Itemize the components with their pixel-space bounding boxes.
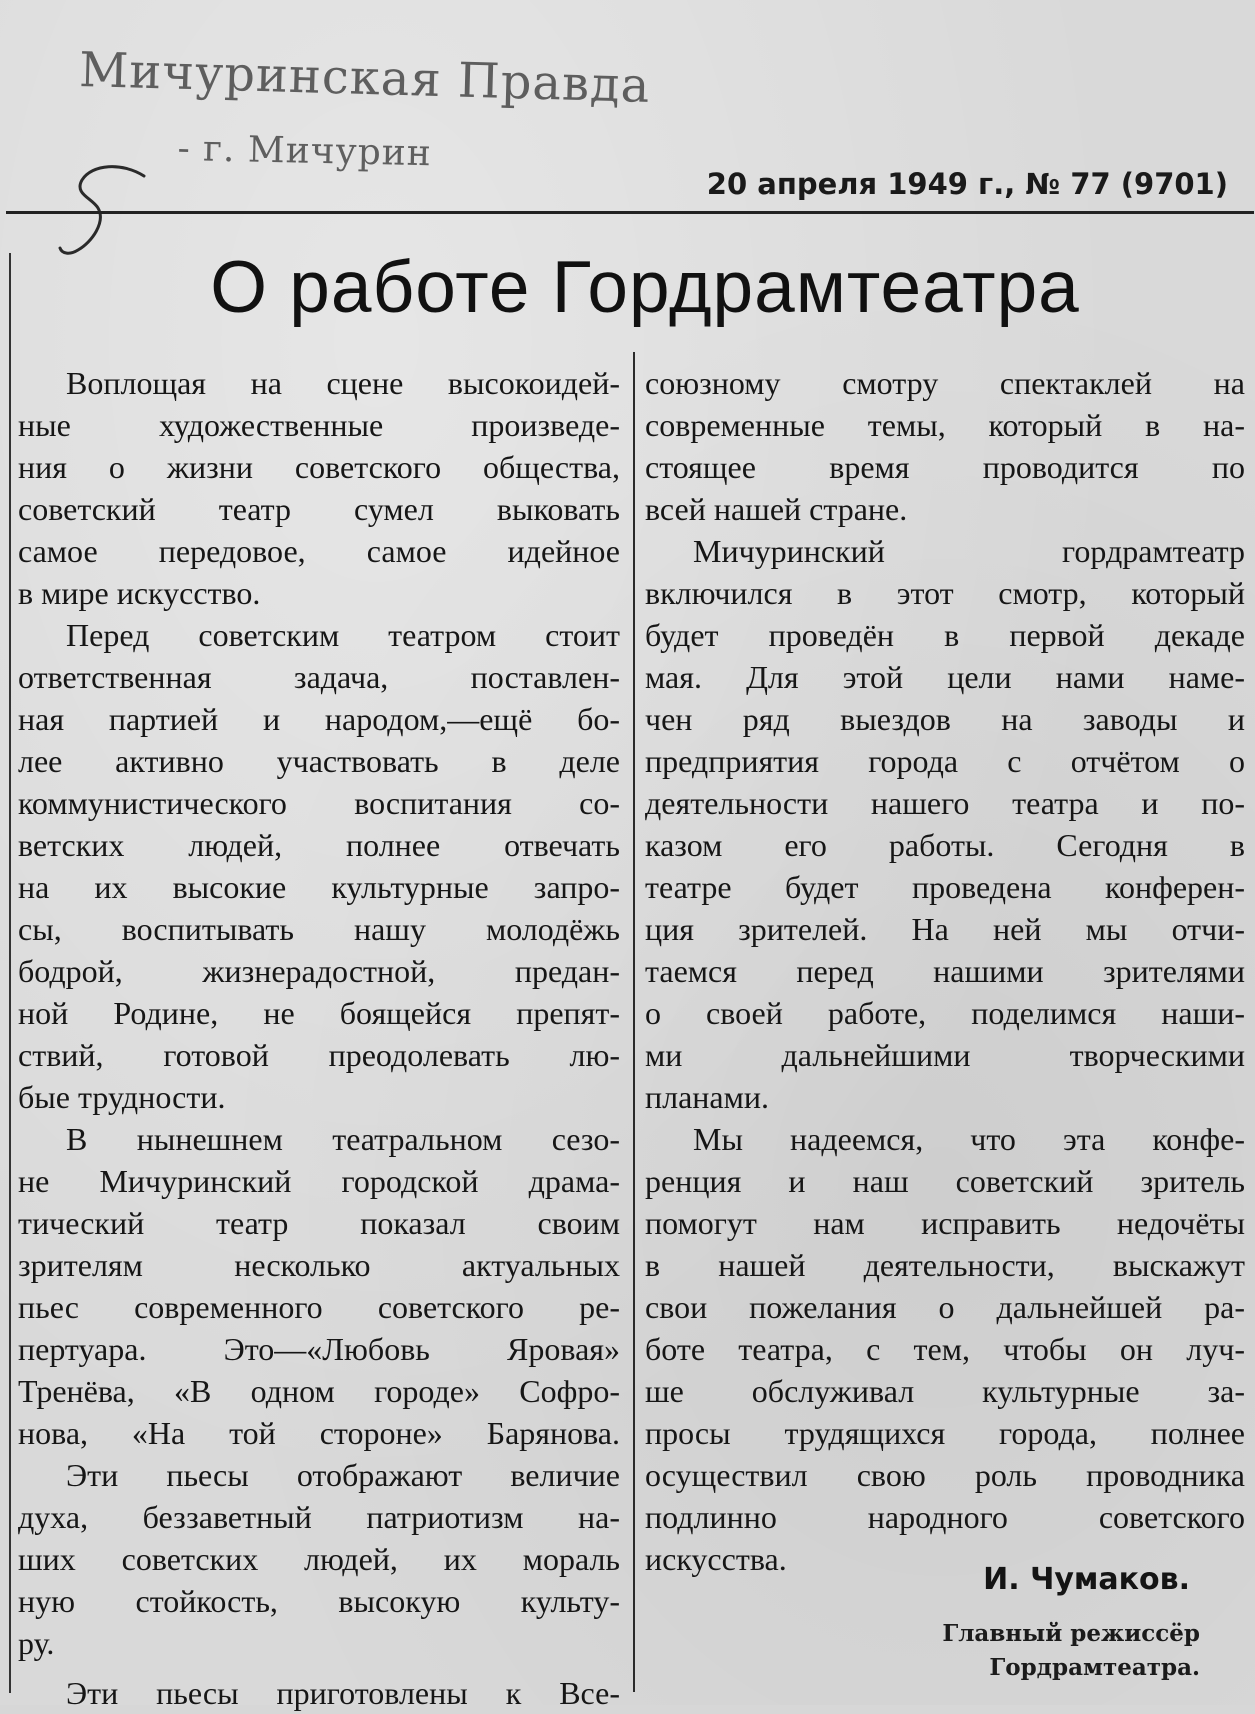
text-line: ренция и наш советский зритель (645, 1163, 1245, 1199)
text-line: осуществил свою роль проводника (645, 1457, 1245, 1493)
text-line: бые трудности. (18, 1079, 226, 1115)
text-line: чен ряд выездов на заводы и (645, 701, 1245, 737)
text-line: всей нашей стране. (645, 491, 908, 527)
text-line: предприятия города с отчётом о (645, 743, 1245, 779)
text-line: Мы надеемся, что эта конфе- (693, 1121, 1245, 1157)
text-line: деятельности нашего театра и по- (645, 785, 1245, 821)
text-line: ветских людей, полнее отвечать (18, 827, 620, 863)
text-line: Перед советским театром стоит (66, 617, 620, 653)
text-line: свои пожелания о дальнейшей ра- (645, 1289, 1245, 1325)
author-title-line: Гордрамтеатра. (989, 1654, 1200, 1681)
text-line: ция зрителей. На ней мы отчи- (645, 911, 1245, 947)
author-title-line: Главный режиссёр (942, 1620, 1200, 1647)
text-line: стоящее время проводится по (645, 449, 1245, 485)
text-line: лее активно участвовать в деле (18, 743, 620, 779)
text-line: казом его работы. Сегодня в (645, 827, 1245, 863)
text-line: тический театр показал своим (18, 1205, 620, 1241)
text-line: ную стойкость, высокую культу- (18, 1583, 620, 1619)
article-headline: О работе Гордрамтеатра (210, 247, 1080, 328)
text-line: зрителям несколько актуальных (18, 1247, 620, 1283)
text-line: ные художественные произведе- (18, 407, 620, 443)
text-line: в нашей деятельности, выскажут (645, 1247, 1245, 1283)
text-line: Воплощая на сцене высокоидей- (66, 365, 620, 401)
article-column-right (645, 362, 1245, 1580)
author-signature: И. Чумаков. (983, 1562, 1190, 1597)
text-line: Тренёва, «В одном городе» Софро- (18, 1373, 620, 1409)
article-column-left (18, 362, 620, 1714)
text-line: таемся перед нашими зрителями (645, 953, 1245, 989)
text-line: помогут нам исправить недочёты (645, 1205, 1245, 1241)
issue-date-number: 20 апреля 1949 г., № 77 (9701) (706, 167, 1228, 201)
text-line: о своей работе, поделимся наши- (645, 995, 1245, 1031)
text-line: ответственная задача, поставлен- (18, 659, 620, 695)
left-border-rule (9, 253, 11, 1693)
text-line: ния о жизни советского общества, (18, 449, 620, 485)
masthead-divider (6, 211, 1254, 214)
text-line: планами. (645, 1079, 769, 1115)
city-stamp: - г. Мичурин (177, 128, 433, 175)
text-line: мая. Для этой цели нами наме- (645, 659, 1245, 695)
text-line: не Мичуринский городской драма- (18, 1163, 620, 1199)
text-line: сы, воспитывать нашу молодёжь (18, 911, 620, 947)
text-line: пертуара. Это—«Любовь Яровая» (18, 1331, 620, 1367)
text-line: подлинно народного советского (645, 1499, 1245, 1535)
text-line: ми дальнейшими творческими (645, 1037, 1245, 1073)
text-line: включился в этот смотр, который (645, 575, 1245, 611)
text-line: Мичуринский гордрамтеатр (693, 533, 1245, 569)
text-line: бодрой, жизнерадостной, предан- (18, 953, 620, 989)
text-line: В нынешнем театральном сезо- (66, 1121, 620, 1157)
text-line: боте театра, с тем, чтобы он луч- (645, 1331, 1245, 1367)
text-line: ше обслуживал культурные за- (645, 1373, 1245, 1409)
text-line: современные темы, который в на- (645, 407, 1245, 443)
text-line: искусства. (645, 1541, 787, 1577)
text-line: ру. (18, 1625, 55, 1661)
text-line: театре будет проведена конферен- (645, 869, 1245, 905)
text-line: ших советских людей, их мораль (18, 1541, 620, 1577)
text-line: коммунистического воспитания со- (18, 785, 620, 821)
text-line: самое передовое, самое идейное (18, 533, 620, 569)
spacer (18, 1664, 620, 1672)
author-title (820, 1617, 1200, 1685)
text-line: нова, «На той стороне» Барянова. (18, 1415, 620, 1451)
text-line: просы трудящихся города, полнее (645, 1415, 1245, 1451)
text-line: ствий, готовой преодолевать лю- (18, 1037, 620, 1073)
text-line: в мире искусство. (18, 575, 261, 611)
text-line: ной Родине, не боящейся препят- (18, 995, 620, 1031)
text-line: на их высокие культурные запро- (18, 869, 620, 905)
text-line: пьес современного советского ре- (18, 1289, 620, 1325)
text-line: ная партией и народом,—ещё бо- (18, 701, 620, 737)
text-line: будет проведён в первой декаде (645, 617, 1245, 653)
column-divider (633, 352, 635, 1692)
text-line: Эти пьесы приготовлены к Все- (66, 1675, 620, 1711)
newspaper-name-stamp: Мичуринская Правда (78, 42, 652, 114)
text-line: советский театр сумел выковать (18, 491, 620, 527)
text-line: духа, беззаветный патриотизм на- (18, 1499, 620, 1535)
text-line: союзному смотру спектаклей на (645, 365, 1245, 401)
text-line: Эти пьесы отображают величие (66, 1457, 620, 1493)
